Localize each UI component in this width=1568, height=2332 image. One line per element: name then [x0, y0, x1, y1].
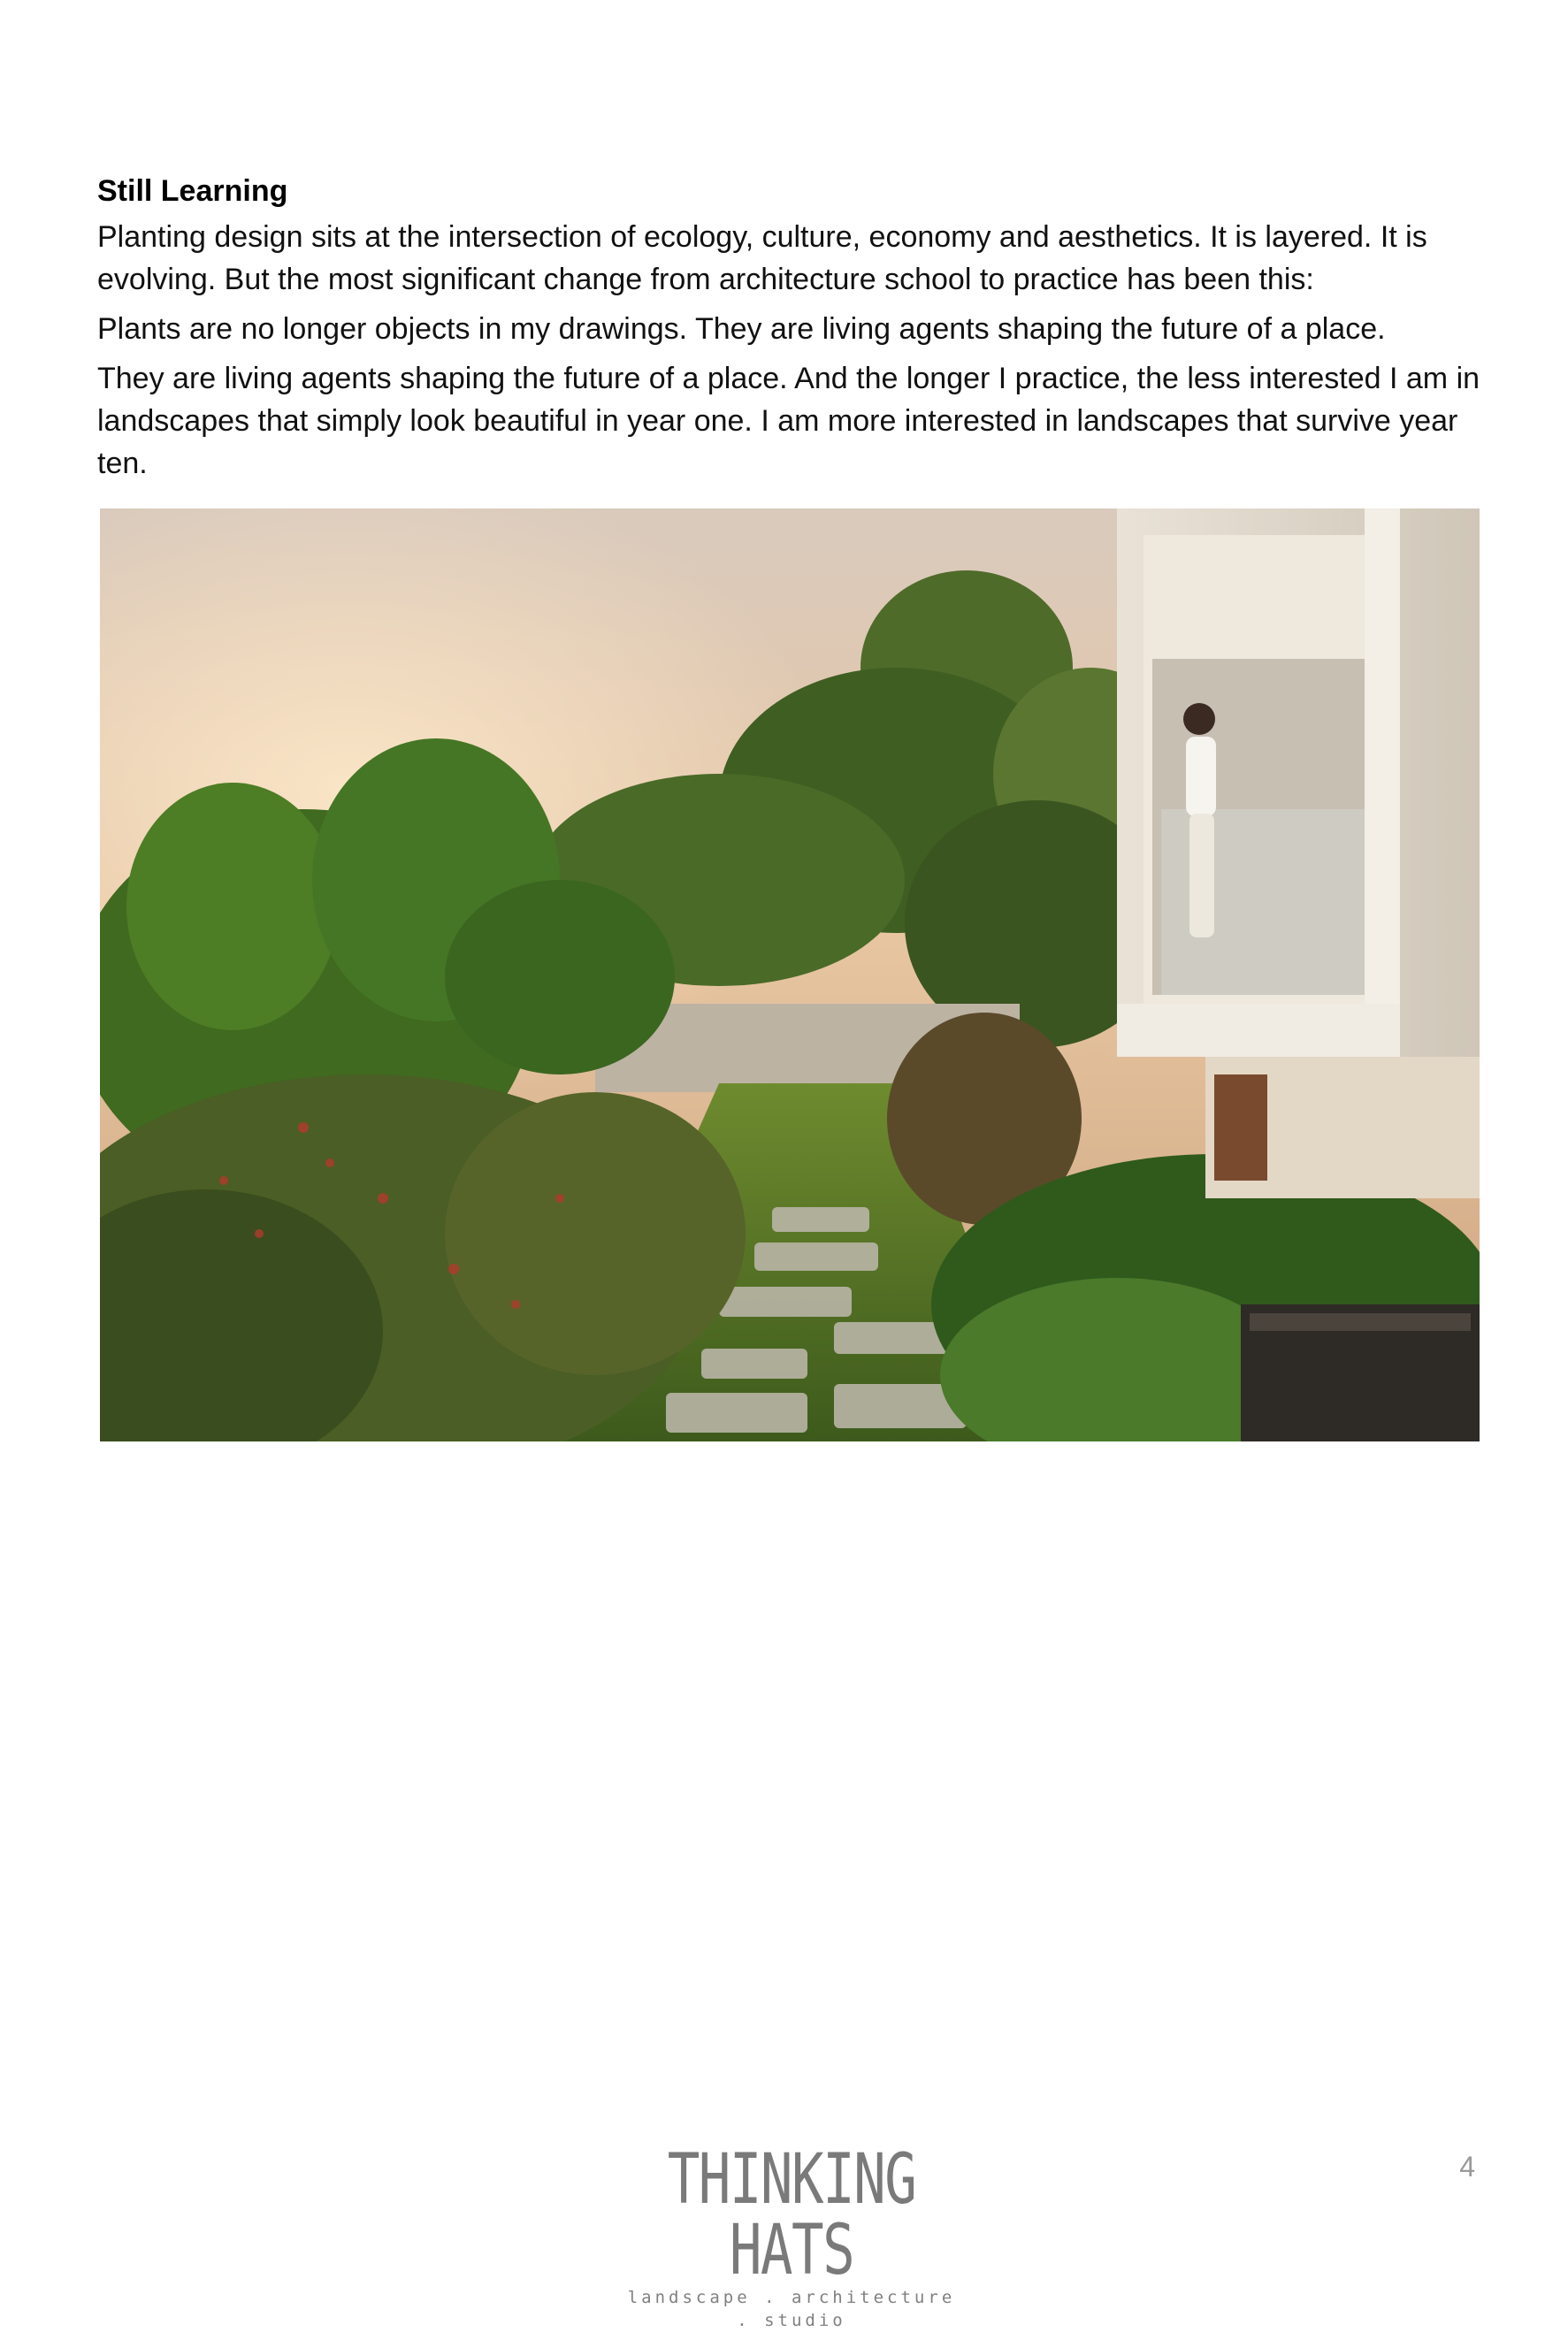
article-body [97, 168, 1486, 492]
paragraph-intro: Planting design sits at the intersection of ecology, culture, economy and aesthetics. It is layered. It is evolving. But the most significant change from architecture school to practice has been this: [97, 220, 1427, 296]
logo-subtitle: landscape . architecture . studio [627, 2288, 956, 2330]
page-number: 4 [1459, 2151, 1475, 2183]
logo-title: THINKING HATS [667, 2140, 916, 2290]
paragraph-agents: Plants are no longer objects in my drawings. They are living agents shaping the future of a place. [97, 312, 1386, 346]
garden-photo [100, 508, 1480, 1441]
section-heading: Still Learning [97, 174, 288, 208]
paragraph-year-ten: They are living agents shaping the future of a place. And the longer I practice, the less interested I am in landscapes that simply look beautiful in year one. I am more interested in landscapes that survive year ten. [97, 362, 1480, 480]
studio-logo [619, 2140, 964, 2332]
